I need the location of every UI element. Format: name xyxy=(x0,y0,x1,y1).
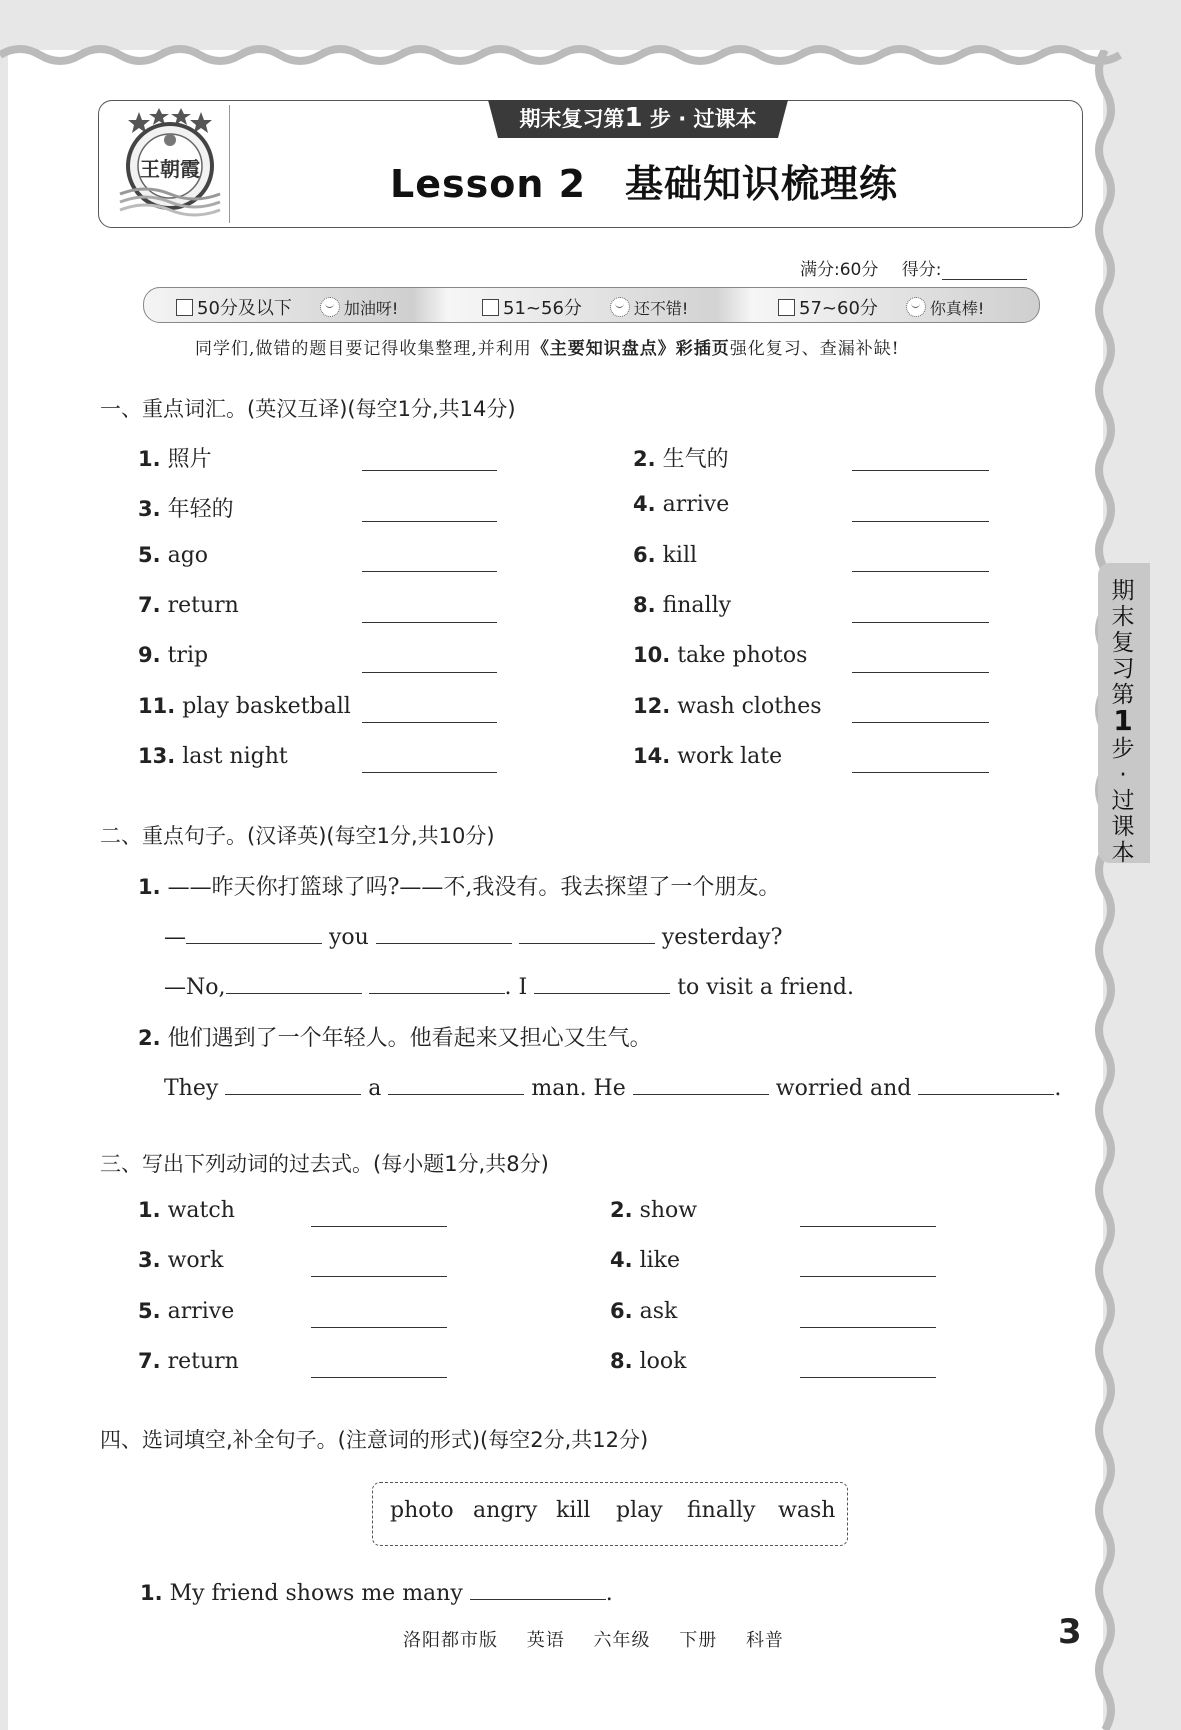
banner-step-number: 1 xyxy=(624,103,643,133)
study-tip xyxy=(195,334,900,359)
answer-blank[interactable] xyxy=(852,722,989,723)
section-3-title: 三、写出下列动词的过去式。(每小题1分,共8分) xyxy=(100,1152,549,1176)
item-number: 1. xyxy=(140,1581,163,1605)
lesson-title: Lesson 2 基础知识梳理练 xyxy=(390,162,899,206)
item-text: work late xyxy=(677,744,783,769)
item-number: 1. xyxy=(138,875,161,899)
footer-volume: 下册 xyxy=(679,1630,718,1651)
word-bank-word: wash xyxy=(778,1498,836,1523)
answer-blank[interactable] xyxy=(852,672,989,673)
item-number: 12. xyxy=(633,694,671,718)
word: . xyxy=(1054,1076,1062,1101)
answer-blank[interactable] xyxy=(852,622,989,623)
footer-publisher: 科普 xyxy=(745,1630,784,1651)
checkbox[interactable] xyxy=(176,299,193,316)
item-text: return xyxy=(167,1349,239,1374)
item-number: 6. xyxy=(610,1299,633,1323)
item-text: return xyxy=(167,593,239,618)
smiley-icon xyxy=(320,297,340,317)
vocab-item xyxy=(138,694,351,719)
score-level-1 xyxy=(176,294,398,320)
item-text: ago xyxy=(167,543,209,568)
item-text: 照片 xyxy=(167,447,212,472)
answer-blank[interactable] xyxy=(362,772,497,773)
section-1-title: 一、重点词汇。(英汉互译)(每空1分,共14分) xyxy=(100,397,516,421)
answer-blank[interactable] xyxy=(800,1226,936,1227)
word: —No, xyxy=(164,975,226,1000)
verb-item xyxy=(138,1198,235,1223)
vocab-item xyxy=(633,442,729,473)
item-number: 6. xyxy=(633,543,656,567)
answer-blank[interactable] xyxy=(852,521,989,522)
answer-blank[interactable] xyxy=(519,921,655,944)
got-score-label: 得分: xyxy=(901,260,942,280)
item-text: work xyxy=(167,1248,224,1273)
full-score-label: 满分:60分 xyxy=(800,260,879,280)
word-bank-word: angry xyxy=(473,1498,538,1523)
item-text: trip xyxy=(167,643,209,668)
vocab-item xyxy=(138,492,234,523)
vocab-item xyxy=(633,643,807,668)
vocab-item xyxy=(633,543,697,568)
answer-blank[interactable] xyxy=(852,772,989,773)
answer-blank[interactable] xyxy=(852,470,989,471)
item-text: kill xyxy=(662,543,698,568)
answer-blank[interactable] xyxy=(362,672,497,673)
score-line xyxy=(800,255,1027,280)
banner-prefix: 期末复习第 xyxy=(519,107,625,131)
word: a xyxy=(368,1076,382,1101)
tip-prefix: 同学们,做错的题目要记得收集整理,并利用 xyxy=(195,339,532,359)
answer-blank[interactable] xyxy=(633,1072,769,1095)
vocab-item xyxy=(138,442,212,473)
verb-item xyxy=(610,1198,697,1223)
vocab-item xyxy=(633,694,822,719)
footer-grade: 六年级 xyxy=(593,1630,651,1651)
wavy-border-right xyxy=(1090,50,1120,1730)
item-text: like xyxy=(639,1248,681,1273)
answer-blank[interactable] xyxy=(376,921,512,944)
item-text: ask xyxy=(639,1299,678,1324)
item-number: 1. xyxy=(138,447,161,471)
item-text: look xyxy=(639,1349,687,1374)
verb-item xyxy=(610,1248,680,1273)
word-bank-word: play xyxy=(616,1498,663,1523)
item-number: 1. xyxy=(138,1198,161,1222)
item-text: arrive xyxy=(662,492,730,517)
answer-line-2 xyxy=(164,971,854,1000)
chinese-sentence: ——昨天你打篮球了吗?——不,我没有。我去探望了一个朋友。 xyxy=(167,875,781,900)
score-message: 你真棒! xyxy=(929,298,985,318)
answer-line-3 xyxy=(164,1072,1061,1101)
answer-blank[interactable] xyxy=(918,1072,1054,1095)
item-number: 7. xyxy=(138,593,161,617)
word: worried and xyxy=(775,1076,912,1101)
item-number: 3. xyxy=(138,1248,161,1272)
answer-blank[interactable] xyxy=(186,921,322,944)
side-tab-suffix: 步·过课本 xyxy=(1111,736,1135,866)
chinese-sentence: 他们遇到了一个年轻人。他看起来又担心又生气。 xyxy=(167,1026,652,1051)
word: . I xyxy=(504,975,528,1000)
verb-item xyxy=(610,1299,677,1324)
item-number: 10. xyxy=(633,643,671,667)
answer-blank[interactable] xyxy=(311,1377,447,1378)
item-text: take photos xyxy=(677,643,808,668)
answer-blank[interactable] xyxy=(311,1327,447,1328)
checkbox[interactable] xyxy=(778,299,795,316)
item-number: 2. xyxy=(633,447,656,471)
answer-blank[interactable] xyxy=(852,571,989,572)
item-number: 2. xyxy=(610,1198,633,1222)
side-tab-prefix: 期末复习第 xyxy=(1111,578,1135,708)
item-text: watch xyxy=(167,1198,235,1223)
answer-blank[interactable] xyxy=(362,622,497,623)
logo-divider xyxy=(229,105,230,223)
answer-blank[interactable] xyxy=(311,1276,447,1277)
score-level-2 xyxy=(482,294,688,320)
answer-blank[interactable] xyxy=(225,1072,361,1095)
sentence-question-2 xyxy=(138,1021,652,1052)
score-level-3 xyxy=(778,294,984,320)
dash: — xyxy=(164,925,186,950)
vocab-item xyxy=(138,744,288,769)
smiley-icon xyxy=(906,297,926,317)
item-text: last night xyxy=(182,744,288,769)
answer-blank[interactable] xyxy=(534,971,670,994)
banner-label xyxy=(488,100,788,138)
item-number: 9. xyxy=(138,643,161,667)
answer-blank[interactable] xyxy=(800,1327,936,1328)
item-text: play basketball xyxy=(182,694,351,719)
answer-blank[interactable] xyxy=(362,521,497,522)
score-range: 57~60分 xyxy=(799,298,878,319)
answer-blank[interactable] xyxy=(362,571,497,572)
item-number: 2. xyxy=(138,1026,161,1050)
logo-text: 王朝霞 xyxy=(140,157,200,181)
logo-seal xyxy=(116,108,224,220)
word: man. He xyxy=(531,1076,626,1101)
wavy-border-top xyxy=(0,40,1181,70)
tip-suffix: 强化复习、查漏补缺! xyxy=(729,339,900,359)
word: you xyxy=(329,925,369,950)
score-message: 加油呀! xyxy=(343,298,399,318)
answer-blank[interactable] xyxy=(388,1072,524,1095)
item-text: finally xyxy=(662,593,732,618)
section-2-title: 二、重点句子。(汉译英)(每空1分,共10分) xyxy=(100,824,495,848)
tip-bold: 《主要知识盘点》彩插页 xyxy=(531,339,730,359)
word: . xyxy=(605,1581,613,1606)
side-tab-label xyxy=(1108,578,1138,866)
answer-blank[interactable] xyxy=(800,1276,936,1277)
item-text: show xyxy=(639,1198,698,1223)
answer-blank[interactable] xyxy=(362,470,497,471)
item-text: 生气的 xyxy=(662,447,729,472)
footer xyxy=(403,1626,806,1652)
item-number: 5. xyxy=(138,1299,161,1323)
sentence-question-1 xyxy=(138,870,780,901)
answer-blank[interactable] xyxy=(362,722,497,723)
item-number: 7. xyxy=(138,1349,161,1373)
score-range: 50分及以下 xyxy=(197,298,292,319)
item-number: 13. xyxy=(138,744,176,768)
item-number: 14. xyxy=(633,744,671,768)
sentence-text: My friend shows me many xyxy=(169,1581,463,1606)
verb-item xyxy=(138,1248,224,1273)
vocab-item xyxy=(138,643,208,668)
side-tab-number: 1 xyxy=(1113,704,1133,737)
word-bank-word: photo xyxy=(390,1498,454,1523)
item-number: 11. xyxy=(138,694,176,718)
page-number: 3 xyxy=(1058,1612,1082,1652)
banner-suffix: 步 · 过课本 xyxy=(649,107,757,131)
answer-blank[interactable] xyxy=(369,971,505,994)
footer-subject: 英语 xyxy=(526,1630,565,1651)
item-number: 8. xyxy=(633,593,656,617)
word: They xyxy=(164,1076,219,1101)
item-text: 年轻的 xyxy=(167,497,234,522)
answer-line-1 xyxy=(164,921,782,950)
vocab-item xyxy=(138,543,208,568)
footer-edition: 洛阳都市版 xyxy=(403,1630,498,1651)
vocab-item xyxy=(633,744,782,769)
word-bank-word: finally xyxy=(687,1498,756,1523)
answer-blank[interactable] xyxy=(226,971,362,994)
word: to visit a friend. xyxy=(677,975,854,1000)
item-number: 8. xyxy=(610,1349,633,1373)
score-range: 51~56分 xyxy=(503,298,582,319)
item-number: 4. xyxy=(610,1248,633,1272)
word: yesterday? xyxy=(661,925,783,950)
verb-item xyxy=(138,1349,239,1374)
score-blank[interactable] xyxy=(942,263,1027,280)
vocab-item xyxy=(633,492,729,517)
vocab-item xyxy=(138,593,239,618)
word-bank-word: kill xyxy=(556,1498,591,1523)
item-number: 5. xyxy=(138,543,161,567)
item-text: arrive xyxy=(167,1299,235,1324)
answer-blank[interactable] xyxy=(470,1577,606,1600)
answer-blank[interactable] xyxy=(800,1377,936,1378)
section-4-title: 四、选词填空,补全句子。(注意词的形式)(每空2分,共12分) xyxy=(100,1428,649,1452)
item-text: wash clothes xyxy=(677,694,822,719)
verb-item xyxy=(610,1349,686,1374)
item-number: 4. xyxy=(633,492,656,516)
vocab-item xyxy=(633,593,731,618)
item-number: 3. xyxy=(138,497,161,521)
checkbox[interactable] xyxy=(482,299,499,316)
verb-item xyxy=(138,1299,234,1324)
answer-blank[interactable] xyxy=(311,1226,447,1227)
smiley-icon xyxy=(610,297,630,317)
fill-question-1 xyxy=(140,1577,613,1606)
score-message: 还不错! xyxy=(633,298,689,318)
